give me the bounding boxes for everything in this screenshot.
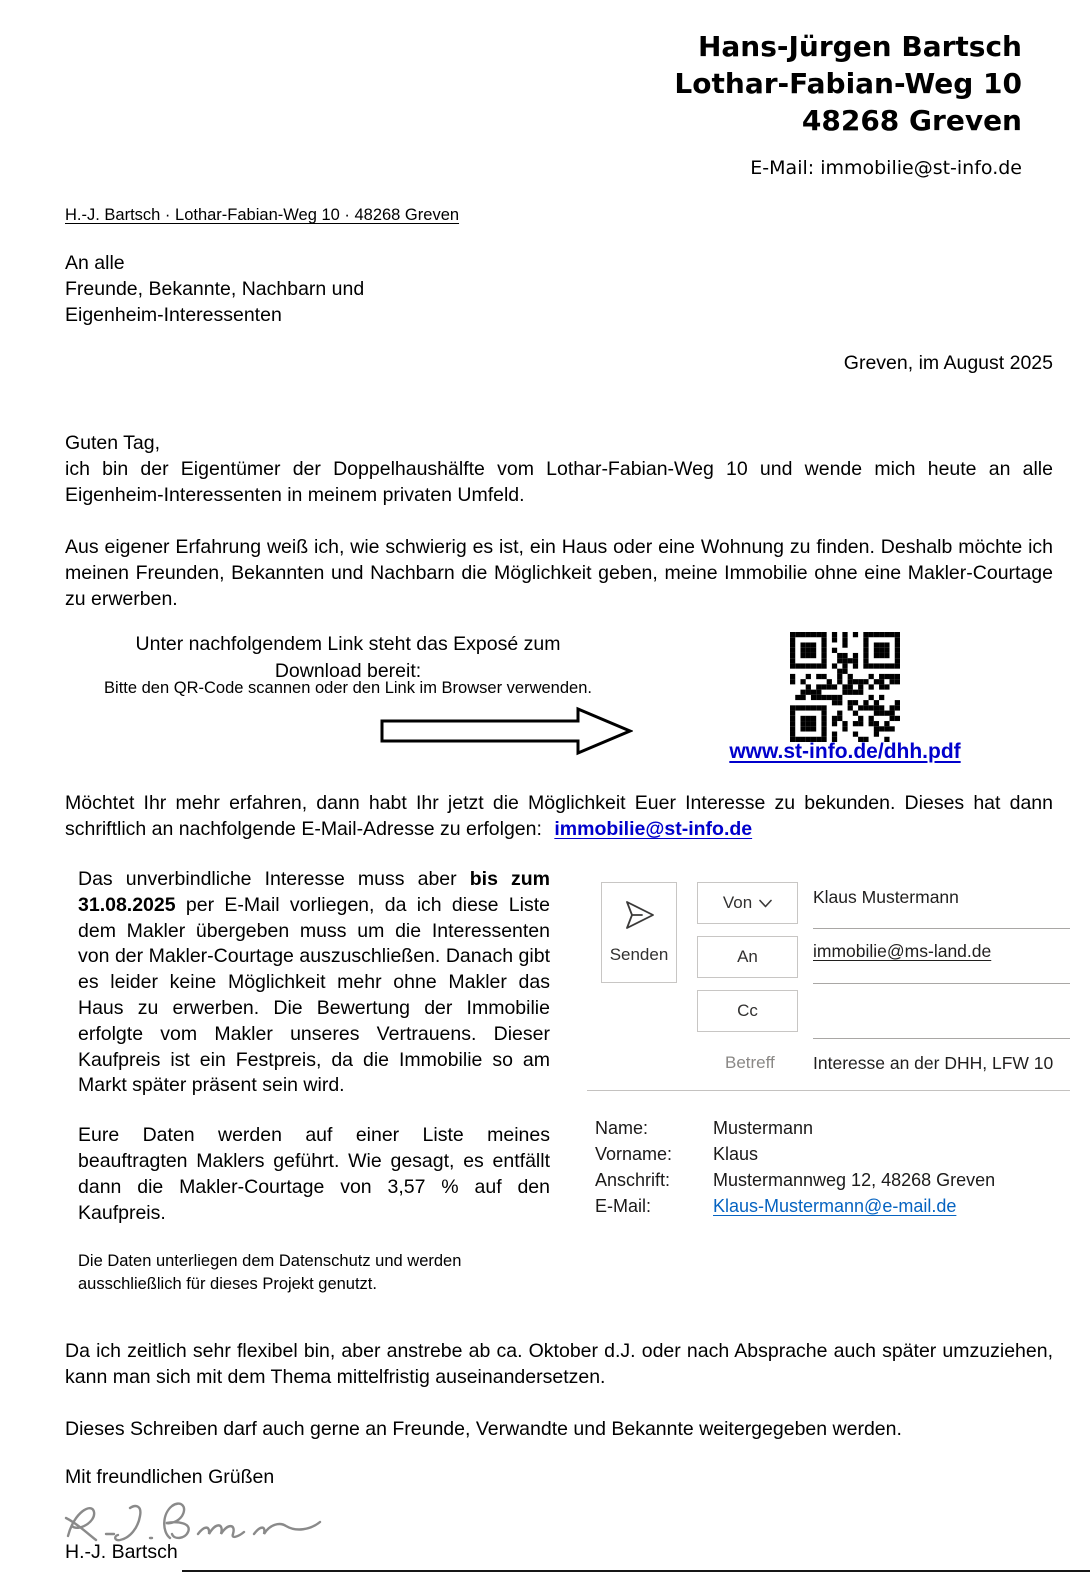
chevron-down-icon (759, 899, 772, 908)
expose-subline: Bitte den QR-Code scannen oder den Link im Browser verwenden. (104, 679, 592, 697)
deadline-text-2: per E-Mail vorliegen, da ich diese Liste dem Makler übergeben muss um die Interessenten von der Makler-Courtage auszuschließen. Danach gibt es leider keine Möglichkeit mehr ohne Makler das Haus zu erwerben. Die Bewertung der Immobilie erfolgte vom Makler unseres Vertrauens. Dieser Kaufpreis ist ein Festpreis, da die Immobilie so am Markt später präsent sein wird. (78, 893, 550, 1097)
expose-heading-line-2: Download bereit: (274, 660, 422, 682)
recipient-line-1: An alle (65, 252, 125, 274)
sender-header (674, 28, 1022, 179)
right-arrow-icon (380, 706, 633, 761)
return-address-line: H.-J. Bartsch · Lothar-Fabian-Weg 10 · 48268 Greven (65, 206, 460, 224)
interest-email-link[interactable]: immobilie@st-info.de (554, 818, 753, 840)
experience-paragraph: Aus eigener Erfahrung weiß ich, wie schwierig es ist, ein Haus oder eine Wohnung zu finden. Deshalb möchte ich meinen Freunden, Bekannten und Nachbarn die Möglichkeit geben, meine Immobilie ohne eine Makler-Courtage zu erwerben. (65, 536, 1053, 610)
to-field-underline (813, 983, 1070, 984)
recipient-line-3: Eigenheim-Interessenten (65, 304, 282, 326)
send-button[interactable] (601, 882, 677, 983)
contact-row-anschrift (595, 1167, 995, 1193)
contact-row-name (595, 1115, 995, 1141)
contact-value: Mustermannweg 12, 48268 Greven (713, 1170, 996, 1190)
expose-download-link[interactable]: www.st-info.de/dhh.pdf (729, 740, 961, 763)
send-plane-icon (623, 901, 655, 931)
contact-label: Vorname: (595, 1144, 673, 1164)
mockup-divider (587, 1090, 1070, 1091)
to-label: An (737, 947, 758, 966)
contact-row-vorname (595, 1141, 995, 1167)
date-line: Greven, im August 2025 (843, 352, 1053, 374)
signature-printed-name: H.-J. Bartsch (65, 1541, 178, 1563)
interest-text: Möchtet Ihr mehr erfahren, dann habt Ihr jetzt die Möglichkeit Euer Interesse zu bekunden. Dieses hat dann schriftlich an nachfolgende E-Mail-Adresse zu erfolgen: (65, 792, 1053, 840)
cc-field-underline (813, 1038, 1070, 1039)
share-paragraph: Dieses Schreiben darf auch gerne an Freunde, Verwandte und Bekannte weitergegeben werden. (65, 1418, 902, 1440)
to-field-button[interactable] (697, 936, 798, 978)
sender-street: Lothar-Fabian-Weg 10 (674, 67, 1022, 100)
contact-value: Klaus (713, 1144, 759, 1164)
from-label: Von (722, 893, 753, 912)
contact-data-block (595, 1115, 995, 1219)
data-list-paragraph: Eure Daten werden auf einer Liste meines beauftragten Maklers geführt. Wie gesagt, es entfällt dann die Makler-Courtage von 3,57 % auf den Kaufpreis. (78, 1124, 550, 1224)
interest-paragraph (65, 790, 1053, 842)
contact-label: E-Mail: (595, 1196, 652, 1216)
deadline-text-1: Das unverbindliche Interesse muss aber (78, 868, 470, 890)
contact-label: Anschrift: (595, 1170, 671, 1190)
subject-value[interactable]: Interesse an der DHH, LFW 10 (813, 1053, 1054, 1073)
deadline-paragraph (78, 867, 550, 1099)
contact-row-email (595, 1193, 995, 1219)
from-field-underline (813, 928, 1070, 929)
cc-label: Cc (737, 1001, 758, 1020)
privacy-note: Die Daten unterliegen dem Datenschutz und werden ausschließlich für dieses Projekt genutzt. (78, 1252, 462, 1293)
recipient-line-2: Freunde, Bekannte, Nachbarn und (65, 278, 365, 300)
closing-greeting: Mit freundlichen Grüßen (65, 1466, 275, 1488)
contact-email-link[interactable]: Klaus-Mustermann@e-mail.de (713, 1196, 957, 1216)
send-button-label: Senden (609, 944, 669, 964)
flexibility-paragraph: Da ich zeitlich sehr flexibel bin, aber anstrebe ab ca. Oktober d.J. oder nach Absprache auch später umzuziehen, kann man sich mit dem Thema mittelfristig auseinandersetzen. (65, 1340, 1053, 1388)
intro-text: ich bin der Eigentümer der Doppelhaushälfte vom Lothar-Fabian-Weg 10 und wende mich heute an alle Eigenheim-Interessenten in meinem privaten Umfeld. (65, 458, 1053, 506)
from-value[interactable]: Klaus Mustermann (813, 887, 959, 907)
subject-label: Betreff (725, 1053, 775, 1072)
from-field-button[interactable] (697, 882, 798, 924)
sender-city: 48268 Greven (801, 104, 1022, 137)
sender-name: Hans-Jürgen Bartsch (697, 30, 1022, 63)
to-value[interactable]: immobilie@ms-land.de (813, 941, 992, 961)
expose-heading (78, 631, 618, 685)
recipient-block (65, 250, 364, 328)
salutation: Guten Tag, (65, 432, 161, 454)
contact-label: Name: (595, 1118, 649, 1138)
left-column (78, 867, 550, 1295)
email-compose-mockup (583, 875, 1070, 1091)
expose-heading-line-1: Unter nachfolgendem Link steht das Exposé zum (135, 633, 561, 655)
intro-paragraph (65, 430, 1053, 508)
cc-field-button[interactable] (697, 990, 798, 1032)
qr-code (790, 632, 900, 742)
deadline-date-bold: bis zum 31.08.2025 (78, 868, 551, 916)
contact-value: Mustermann (713, 1118, 814, 1138)
sender-email: E-Mail: immobilie@st-info.de (750, 157, 1022, 179)
